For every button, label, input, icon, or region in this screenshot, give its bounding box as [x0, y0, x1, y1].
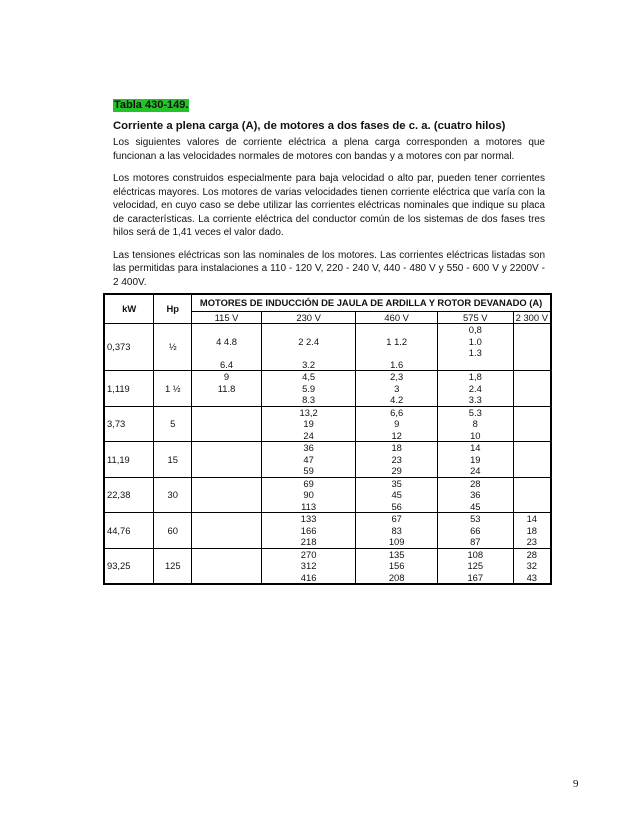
current-cell [192, 324, 262, 371]
current-value: 14 [526, 513, 538, 524]
current-cell [513, 548, 551, 584]
header-voltage: 460 V [356, 311, 438, 324]
current-value [514, 324, 550, 336]
header-voltage: 2 300 V [513, 311, 551, 324]
current-value: 5.3 [468, 406, 482, 418]
kw-cell: 93,25 [104, 548, 154, 584]
current-cell [513, 442, 551, 478]
current-cell [437, 371, 513, 407]
current-value: 312 [300, 560, 317, 571]
hp-cell: 60 [154, 513, 192, 549]
current-cell [261, 548, 356, 584]
current-cell [192, 477, 262, 513]
hp-cell: 5 [154, 406, 192, 442]
current-value: 4 4.8 [216, 335, 237, 347]
current-value [192, 549, 261, 561]
paragraph-3: Las tensiones eléctricas son las nominales de los motores. Las corrientes eléctricas listadas son las permitidas para instalaciones a 110 - 120 V, 220 - 240 V, 440 - 480 V y 550 - 600 V y 2200V - 2 400V. [113, 249, 545, 288]
table-row [104, 324, 551, 371]
current-value: 24 [303, 429, 314, 441]
current-cell [437, 324, 513, 371]
header-voltage: 230 V [261, 311, 356, 324]
current-value: 28 [526, 548, 538, 560]
current-value: 45 [470, 500, 481, 512]
hp-cell: 15 [154, 442, 192, 478]
current-value: 69 [303, 477, 314, 489]
current-value: 23 [391, 453, 402, 465]
current-value: 1.6 [390, 358, 404, 370]
current-cell [261, 371, 356, 407]
current-value [514, 407, 550, 419]
table-tag: Tabla 430-149. [114, 99, 189, 111]
current-value: 10 [470, 429, 481, 441]
kw-cell: 3,73 [104, 406, 154, 442]
current-value: 53 [470, 513, 481, 524]
current-value: 5.9 [302, 382, 316, 394]
current-value: 166 [300, 524, 317, 536]
current-cell [261, 324, 356, 371]
current-cell [261, 477, 356, 513]
current-value: 0,8 [468, 324, 482, 335]
hp-cell: 30 [154, 477, 192, 513]
current-value: 90 [303, 489, 314, 500]
current-value: 133 [300, 513, 317, 524]
paragraph-1: Los siguientes valores de corriente eléctrica a plena carga corresponden a motores que funcionan a las velocidades normales de motores con bandas y a motores con par normal. [113, 137, 545, 162]
current-value: 6.4 [220, 358, 234, 370]
current-value: 83 [391, 524, 402, 536]
current-value: 113 [301, 500, 317, 512]
current-value [262, 347, 356, 359]
current-value: 23 [526, 536, 538, 547]
current-value: 18 [526, 524, 538, 536]
kw-cell: 11,19 [104, 442, 154, 478]
current-value: 35 [391, 477, 402, 489]
current-value: 12 [391, 429, 402, 441]
current-value: 6,6 [390, 406, 404, 418]
current-value [192, 442, 261, 454]
current-cell [192, 371, 262, 407]
current-value: 67 [391, 513, 402, 524]
current-value: 19 [303, 418, 314, 429]
current-value: 47 [303, 453, 314, 465]
current-value [192, 513, 261, 525]
current-value [192, 324, 261, 336]
table-row [104, 548, 551, 584]
current-value: 59 [303, 465, 314, 476]
current-value [192, 347, 261, 359]
current-value [514, 442, 550, 454]
current-cell [261, 513, 356, 549]
table-row [104, 477, 551, 513]
current-value: 18 [391, 442, 402, 453]
current-value: 11.8 [217, 382, 236, 394]
current-value: 8.3 [302, 394, 316, 405]
current-value: 4,5 [302, 371, 316, 382]
current-value: 43 [526, 571, 538, 583]
current-value: 87 [470, 536, 481, 547]
hp-cell: 1 ½ [154, 371, 192, 407]
current-cell [437, 477, 513, 513]
current-value: 208 [388, 571, 405, 583]
current-cell [513, 477, 551, 513]
current-value [192, 478, 261, 490]
hp-cell: ½ [154, 324, 192, 371]
current-cell [356, 548, 438, 584]
current-value: 4.2 [390, 394, 404, 405]
table-heading: Corriente a plena carga (A), de motores a dos fases de c. a. (cuatro hilos) [113, 120, 506, 132]
current-cell [261, 442, 356, 478]
kw-cell: 22,38 [104, 477, 154, 513]
table-row [104, 442, 551, 478]
page-number: 9 [573, 778, 579, 790]
current-cell [356, 477, 438, 513]
current-table [103, 293, 552, 585]
paragraph-2: Los motores construidos especialmente para baja velocidad o alto par, pueden tener corrientes eléctricas mayores. Los motores de varias velocidades tienen corriente eléctrica que varía con la velocidad, en cuyo caso se debe utilizar las corrientes eléctricas nominales que indique su placa de características. La corriente eléctrica del conductor común de los sistemas de dos fases tres hilos será de 1,41 veces el valor dado. [113, 173, 545, 238]
current-value: 270 [300, 548, 317, 560]
header-kw: kW [104, 294, 154, 324]
current-value: 218 [300, 536, 317, 547]
current-value: 1 1.2 [386, 335, 408, 347]
current-cell [513, 406, 551, 442]
current-value: 1,8 [468, 371, 482, 382]
current-cell [261, 406, 356, 442]
current-value: 28 [470, 477, 481, 489]
current-cell [356, 442, 438, 478]
current-cell [513, 371, 551, 407]
current-value [262, 324, 356, 336]
kw-cell: 0,373 [104, 324, 154, 371]
table-body [104, 324, 551, 585]
current-value: 24 [470, 465, 481, 476]
table-row [104, 406, 551, 442]
current-value: 2 2.4 [298, 335, 320, 347]
header-hp: Hp [154, 294, 192, 324]
current-value: 32 [526, 560, 538, 571]
current-cell [513, 324, 551, 371]
current-cell [437, 513, 513, 549]
current-cell [356, 324, 438, 371]
current-cell [192, 548, 262, 584]
table-row [104, 513, 551, 549]
current-cell [513, 513, 551, 549]
current-value: 14 [470, 442, 481, 453]
current-value: 108 [467, 548, 484, 560]
table-row [104, 371, 551, 407]
header-group: MOTORES DE INDUCCIÓN DE JAULA DE ARDILLA Y ROTOR DEVANADO (A) [192, 294, 551, 311]
current-value: 109 [388, 536, 405, 547]
current-value: 1.3 [468, 347, 482, 358]
hp-cell: 125 [154, 548, 192, 584]
document-body [113, 95, 545, 289]
current-value: 2,3 [390, 371, 404, 382]
current-cell [437, 548, 513, 584]
current-value: 66 [470, 524, 481, 536]
current-value [514, 371, 550, 383]
current-value [192, 407, 261, 419]
current-cell [437, 406, 513, 442]
current-cell [192, 406, 262, 442]
current-value: 13,2 [299, 406, 318, 418]
current-value: 45 [391, 489, 402, 500]
current-value: 416 [300, 571, 317, 583]
current-value: 125 [467, 560, 484, 571]
current-value: 167 [467, 571, 484, 583]
header-voltage: 115 V [192, 311, 262, 324]
current-value: 1.0 [468, 335, 482, 347]
current-value: 36 [470, 489, 481, 500]
current-value: 3.3 [468, 394, 482, 405]
kw-cell: 1,119 [104, 371, 154, 407]
current-value: 36 [303, 442, 314, 453]
kw-cell: 44,76 [104, 513, 154, 549]
current-cell [437, 442, 513, 478]
current-value [514, 478, 550, 490]
current-value [356, 347, 437, 359]
current-value: 3 [394, 382, 400, 394]
current-cell [356, 406, 438, 442]
current-value: 3.2 [302, 358, 316, 370]
current-value: 156 [388, 560, 405, 571]
current-value: 56 [391, 500, 402, 512]
current-value: 29 [391, 465, 402, 476]
current-cell [356, 513, 438, 549]
current-value: 19 [470, 453, 481, 465]
current-value: 135 [388, 548, 405, 560]
current-value: 9 [223, 371, 230, 382]
current-cell [192, 513, 262, 549]
current-value [356, 324, 437, 336]
current-cell [356, 371, 438, 407]
current-value: 2.4 [468, 382, 482, 394]
header-voltage: 575 V [437, 311, 513, 324]
current-value: 9 [394, 418, 400, 429]
current-cell [192, 442, 262, 478]
current-value: 8 [472, 418, 478, 429]
